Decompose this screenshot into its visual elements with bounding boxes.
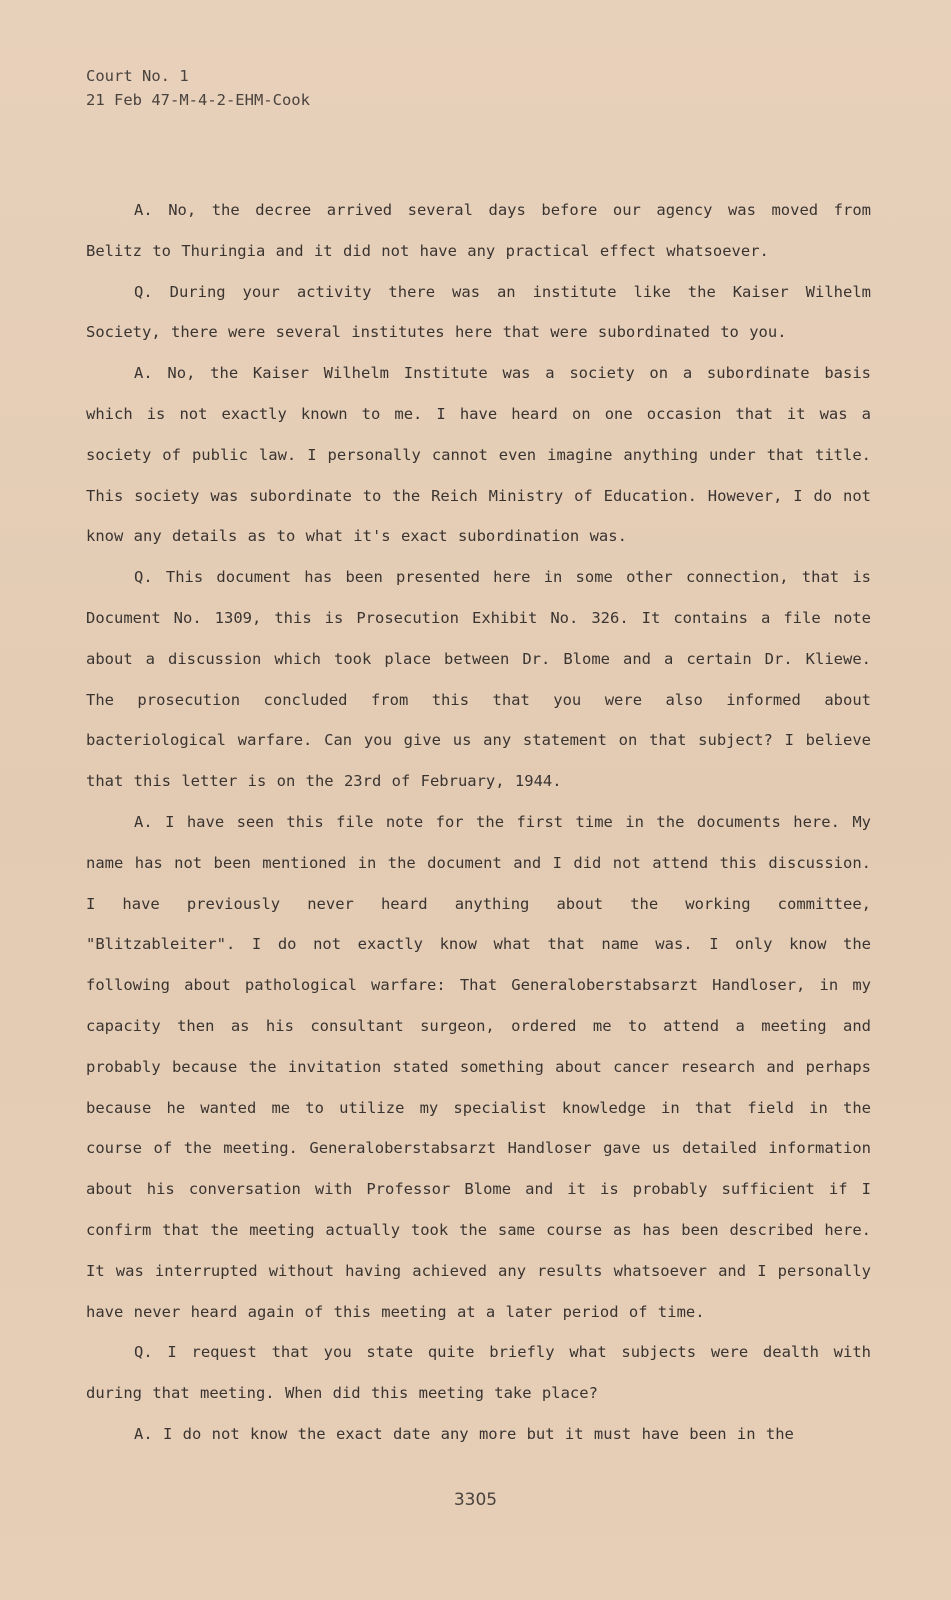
court-number: Court No. 1: [86, 67, 189, 85]
document-header: [86, 64, 310, 112]
transcript-reference: 21 Feb 47-M-4-2-EHM-Cook: [86, 91, 310, 109]
paragraph-answer-kaiser-wilhelm: A. No, the Kaiser Wilhelm Institute was a society on a subordinate basis which is not exactly known to me. I have heard on one occasion that it was a society of public law. I personally cannot even imagine anything under that title. This society was subordinate to the Reich Ministry of Education. However, I do not know any details as to what it's exact subordination was.: [86, 364, 871, 546]
transcript-body: [86, 190, 871, 1455]
paragraph-question-meeting-subjects: Q. I request that you state quite briefly what subjects were dealth with during that meeting. When did this meeting take place?: [86, 1343, 871, 1403]
paragraph-answer-file-note: A. I have seen this file note for the first time in the documents here. My name has not been mentioned in the document and I did not attend this discussion. I have previously never heard anything about the working committee, "Blitzableiter". I do not exactly know what that name was. I only know the following about pathological warfare: That Generaloberstabsarzt Handloser, in my capacity then as his consultant surgeon, ordered me to attend a meeting and probably because the invitation stated something about cancer research and perhaps because he wanted me to utilize my specialist knowledge in that field in the course of the meeting. Generaloberstabsarzt Handloser gave us detailed information about his conversation with Professor Blome and it is probably sufficient if I confirm that the meeting actually took the same course as has been described here. It was interrupted without having achieved any results whatsoever and I personally have never heard again of this meeting at a later period of time.: [86, 812, 871, 1321]
paragraph-question-document-1309: Q. This document has been presented here in some other connection, that is Document No. 1309, this is Prosecution Exhibit No. 326. It contains a file note about a discussion which took place between Dr. Blome and a certain Dr. Kliewe. The prosecution concluded from this that you were also informed about bacteriological warfare. Can you give us any statement on that subject? I believe that this letter is on the 23rd of February, 1944.: [86, 568, 871, 791]
paragraph-question-institute: Q. During your activity there was an institute like the Kaiser Wilhelm Society, there were several institutes here that were subordinated to you.: [86, 282, 871, 342]
paragraph-answer-meeting-date: A. I do not know the exact date any more but it must have been in the: [134, 1424, 794, 1443]
paragraph-answer-decree: A. No, the decree arrived several days before our agency was moved from Belitz to Thuringia and it did not have any practical effect whatsoever.: [86, 201, 871, 260]
page-number: 3305: [453, 1490, 498, 1510]
